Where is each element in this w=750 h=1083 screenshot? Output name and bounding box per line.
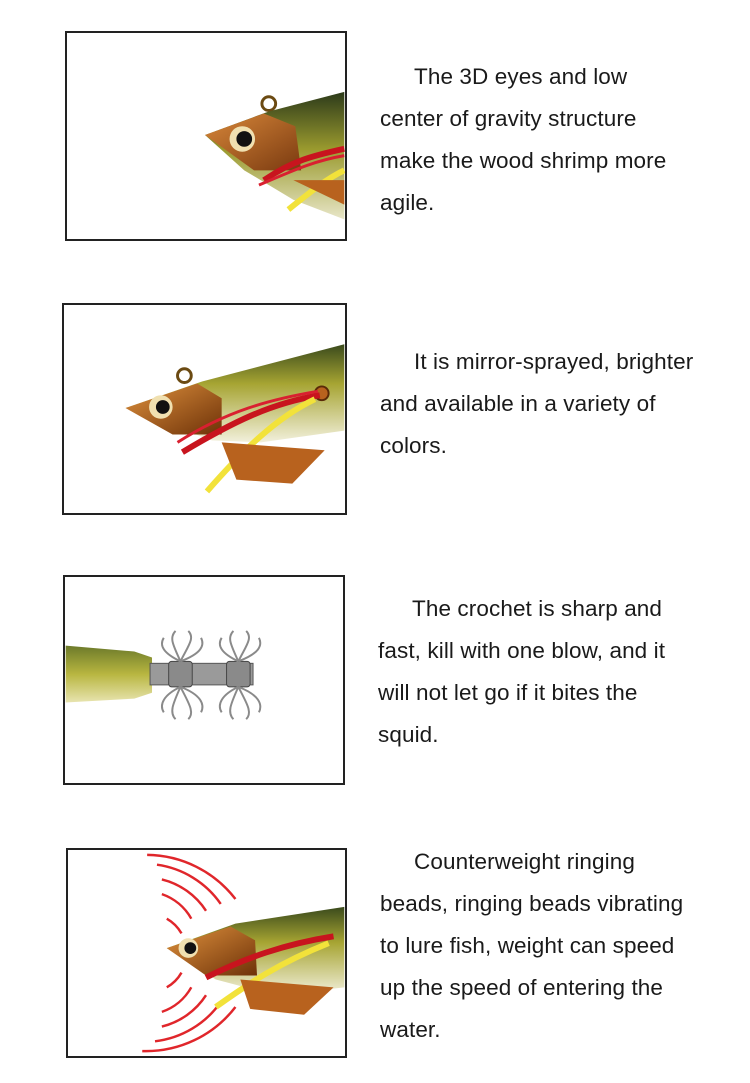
feature-text-2: [380, 341, 693, 467]
feature-4-line-4: up the speed of entering the: [380, 975, 664, 1000]
feature-3-line-3: will not let go if it bites the: [378, 680, 638, 705]
feature-4-line-1: Counterweight ringing: [414, 849, 635, 874]
feature-image-3: [63, 575, 345, 785]
lure-hooks-crochet-icon: [65, 577, 343, 783]
feature-2-line-3: colors.: [380, 433, 447, 458]
feature-text-1: [380, 56, 666, 224]
feature-text-3: [378, 588, 665, 756]
feature-2-line-2: and available in a variety of: [380, 391, 656, 416]
feature-text-4: [380, 841, 683, 1051]
feature-1-line-2: center of gravity structure: [380, 106, 637, 131]
feature-3-line-2: fast, kill with one blow, and it: [378, 638, 666, 663]
feature-image-2: [62, 303, 347, 515]
feature-3-line-4: squid.: [378, 722, 439, 747]
feature-image-4: [66, 848, 347, 1058]
feature-4-line-3: to lure fish, weight can speed: [380, 933, 675, 958]
feature-4-line-5: water.: [380, 1017, 441, 1042]
feature-1-line-1: The 3D eyes and low: [414, 64, 628, 89]
feature-4-line-2: beads, ringing beads vibrating: [380, 891, 684, 916]
lure-body-mirror-spray-icon: [64, 305, 345, 513]
lure-ringing-beads-icon: [68, 850, 345, 1056]
feature-2-line-1: It is mirror-sprayed, brighter: [414, 349, 694, 374]
feature-3-line-1: The crochet is sharp and: [412, 596, 663, 621]
lure-head-eye-closeup-icon: [67, 33, 345, 239]
feature-1-line-4: agile.: [380, 190, 435, 215]
feature-1-line-3: make the wood shrimp more: [380, 148, 667, 173]
feature-image-1: [65, 31, 347, 241]
